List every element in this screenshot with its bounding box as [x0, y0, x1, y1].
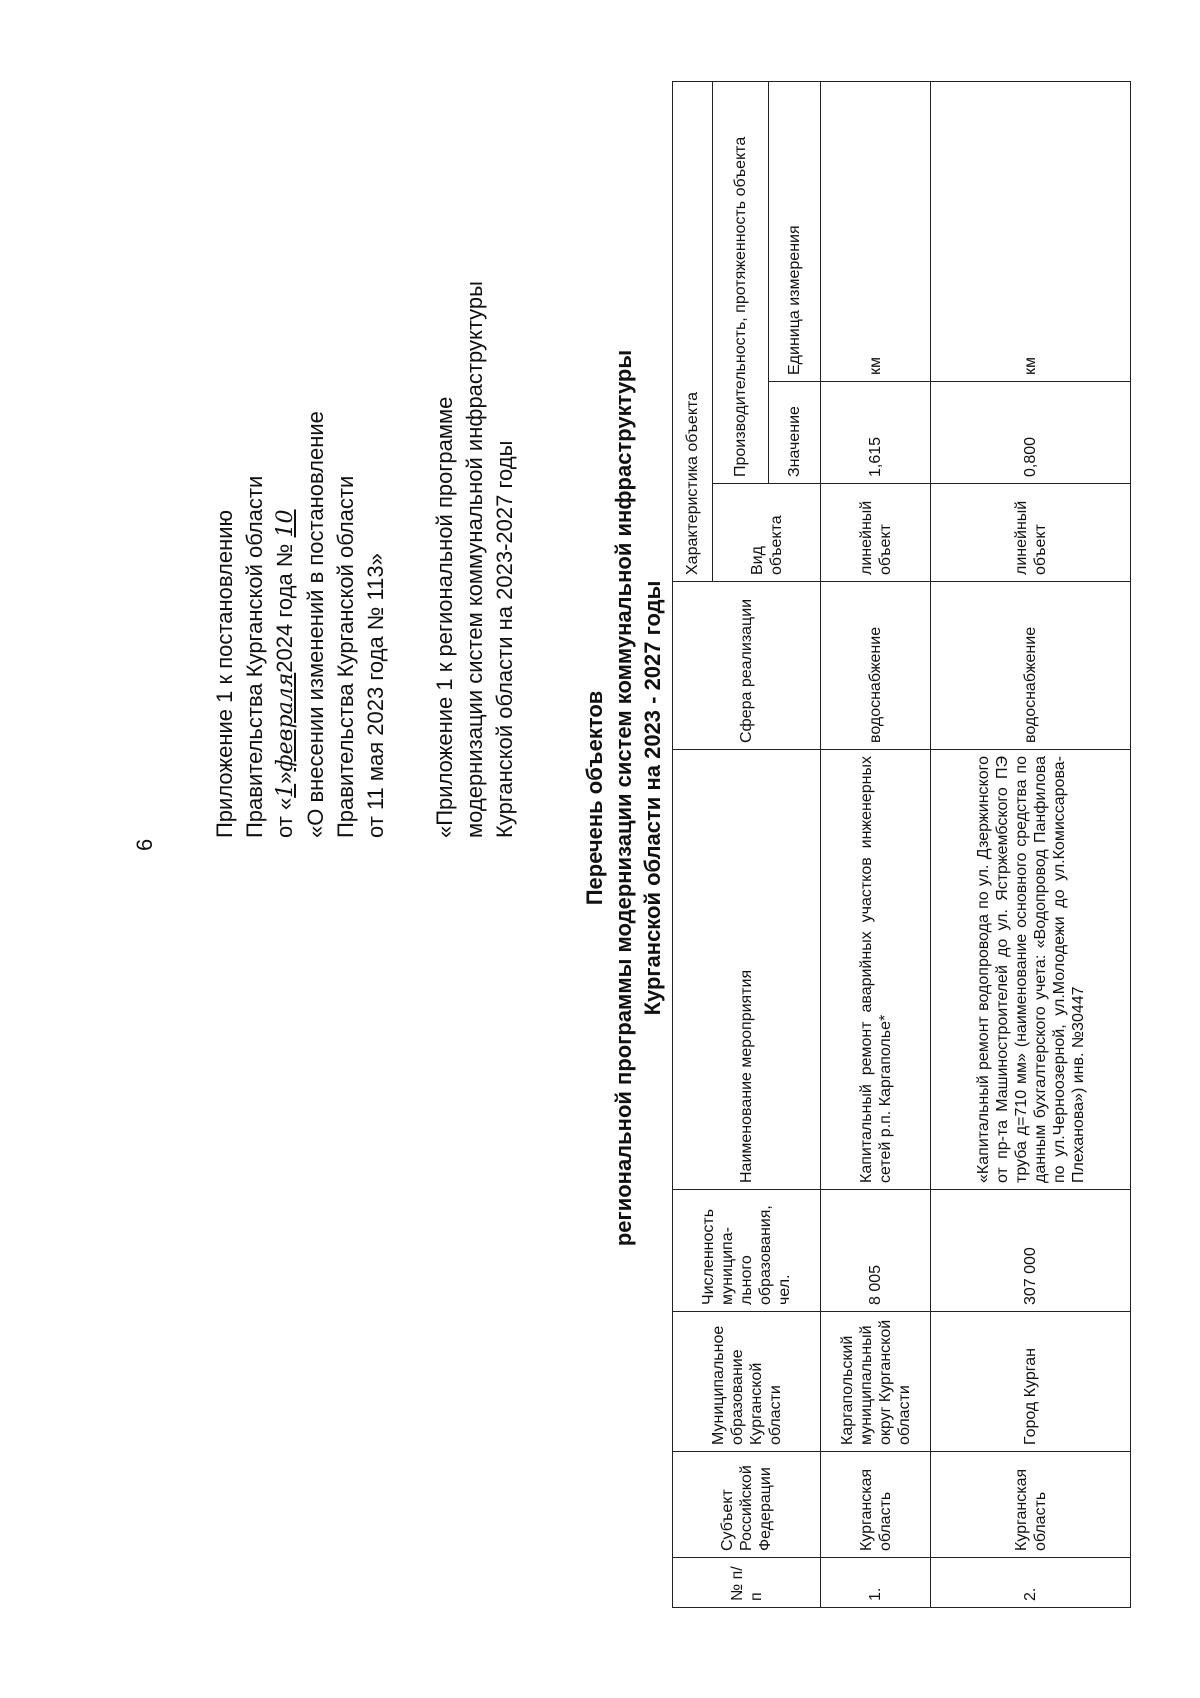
title-line-3: Курганской области на 2023 - 2027 годы	[640, 580, 665, 1016]
program-appendix-note	[430, 198, 520, 838]
row-subject: Курганская область	[931, 1452, 1131, 1558]
row-value: 1,615	[821, 382, 931, 484]
row-population: 307 000	[931, 1190, 1131, 1312]
appendix-line-2: Правительства Курганской области	[242, 475, 267, 838]
row-unit: км	[821, 81, 931, 381]
header-subject: Субъект Российской Федерации	[673, 1452, 821, 1558]
program-appendix-line-3: Курганской области на 2023-2027 годы	[492, 440, 517, 838]
row-num: 1.	[821, 1558, 931, 1608]
title-line-1: Перечень объектов	[582, 690, 607, 906]
appendix-line-5: Правительства Курганской области	[333, 475, 358, 838]
header-value: Значение	[769, 382, 821, 484]
handwritten-month: февраля	[273, 672, 298, 772]
row-type: линейный объект	[821, 484, 931, 582]
program-appendix-line-1: «Приложение 1 к региональной программе	[432, 396, 457, 838]
row-sphere: водоснабжение	[931, 582, 1131, 750]
header-name: Наименование мероприятия	[673, 750, 821, 1190]
row-municipality: Город Курган	[931, 1312, 1131, 1452]
table-row	[821, 81, 931, 1607]
appendix-date-mid: »	[272, 771, 297, 784]
row-name: «Капитальный ремонт водопровода по ул. Дзержинского от пр-та Машиностроителей до ул. Ястржембского ПЭ труба д=710 мм» (наименование основного средства по данным бухгалтерского учета: «Водопровод Панфилова по ул.Черноозерной, ул.Молодежи до ул.Комиссарова-Плеханова») инв. №30447	[931, 750, 1131, 1190]
handwritten-number: 10	[273, 509, 298, 538]
header-capacity: Производительность, протяженность объекта	[713, 81, 769, 483]
header-municipality: Муниципальное образование Курганской области	[673, 1312, 821, 1452]
appendix-line-3	[270, 378, 301, 838]
appendix-date-suffix: 2024 года №	[272, 543, 297, 673]
program-appendix-line-2: модернизации систем коммунальной инфраструктуры	[462, 281, 487, 838]
header-population: Численность муниципа-льного образования, чел.	[673, 1190, 821, 1312]
row-type: линейный объект	[931, 484, 1131, 582]
row-sphere: водоснабжение	[821, 582, 931, 750]
appendix-line-6: от 11 мая 2023 года № 113»	[363, 553, 388, 838]
page-number: 6	[132, 838, 157, 851]
appendix-line-1: Приложение 1 к постановлению	[212, 509, 237, 838]
row-subject: Курганская область	[821, 1452, 931, 1558]
header-type: Вид объекта	[713, 484, 821, 582]
row-population: 8 005	[821, 1190, 931, 1312]
row-name: Капитальный ремонт аварийных участков инженерных сетей р.п. Каргаполье*	[821, 750, 931, 1190]
appendix-header	[210, 378, 391, 838]
row-unit: км	[931, 81, 1131, 381]
objects-table	[672, 81, 1131, 1608]
appendix-date-prefix: от «	[272, 797, 297, 838]
header-unit: Единица измерения	[769, 81, 821, 381]
title-line-2: региональной программы модернизации систем коммунальной инфраструктуры	[611, 349, 636, 1247]
header-num: № п/п	[673, 1558, 821, 1608]
header-characteristics: Характеристика объекта	[673, 81, 713, 581]
table-header-row	[673, 81, 713, 1607]
row-municipality: Каргапольский муниципальный округ Курганской области	[821, 1312, 931, 1452]
appendix-line-4: «О внесении изменений в постановление	[303, 411, 328, 838]
handwritten-day: 1	[273, 783, 298, 798]
table-row	[931, 81, 1131, 1607]
document-title	[580, 318, 667, 1278]
row-value: 0,800	[931, 382, 1131, 484]
header-sphere: Сфера реализации	[673, 582, 821, 750]
row-num: 2.	[931, 1558, 1131, 1608]
